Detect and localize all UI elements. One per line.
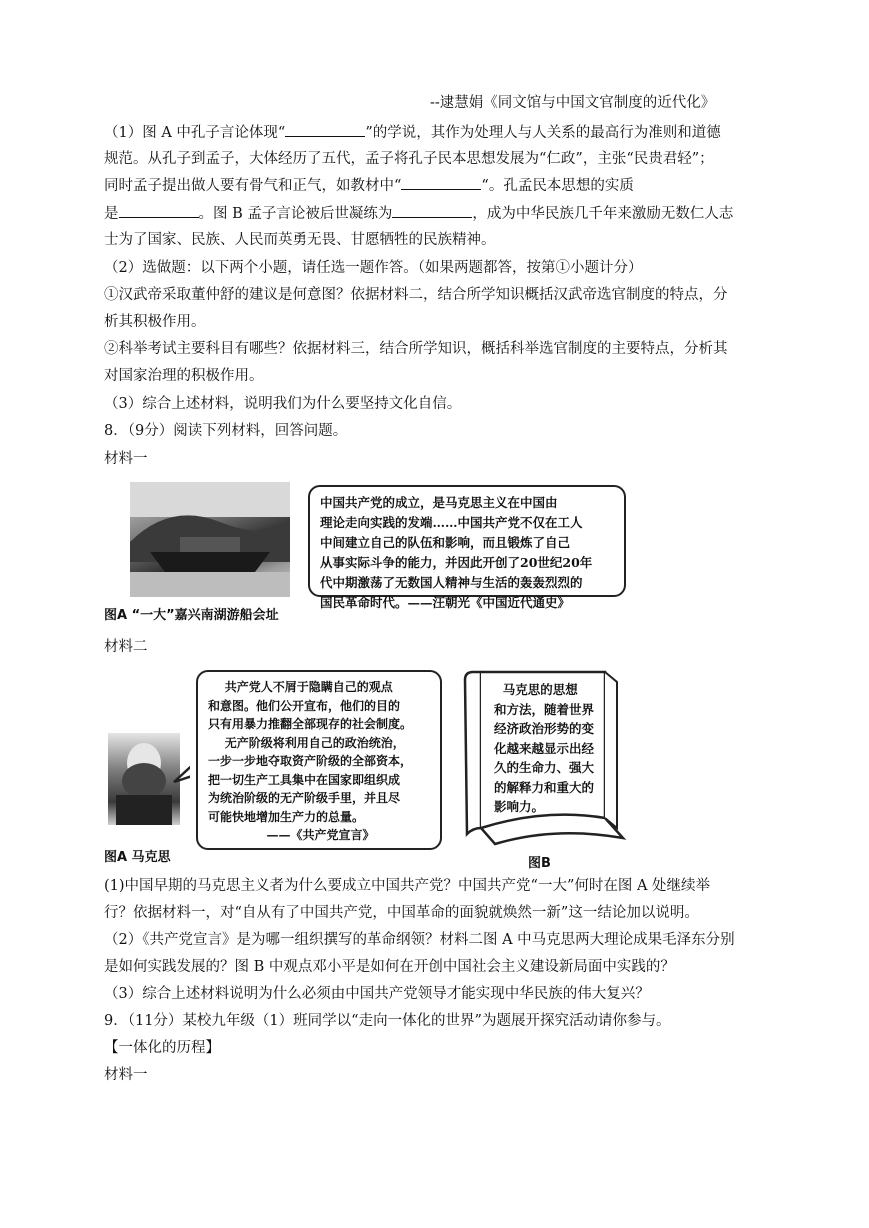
answer-blank[interactable] <box>285 122 365 137</box>
text-segment: （1）图 A 中孔子言论体现“ <box>104 125 286 141</box>
quote-line: 中间建立自己的队伍和影响，而且锻炼了自己 <box>320 535 571 550</box>
quote-line: 中国共产党的成立，是马克思主义在中国由 <box>320 495 558 510</box>
book-text <box>494 680 616 817</box>
nanhu-boat-photo <box>130 482 290 597</box>
bubble-line: 一步一步地夺取资产阶级的全部资本， <box>208 754 413 768</box>
book-line: 影响力。 <box>494 799 545 814</box>
book-line: 和方法，随着世界 <box>494 701 595 717</box>
q8-material1-label: 材料一 <box>104 451 148 467</box>
quote-line: 从事实际斗争的能力，并因此开创了20世纪20年 <box>320 555 593 570</box>
quote-line: 国民革命时代。——汪朝光《中国近代通史》 <box>320 595 571 610</box>
communist-manifesto-bubble <box>196 670 442 850</box>
bubble-line: 为统治阶级的无产阶级手里，并且尽 <box>208 791 401 805</box>
bubble-line: 可能快地增加生产力的总量。 <box>208 809 365 824</box>
q7-part1-line4 <box>104 203 733 224</box>
bubble-line: 把一切生产工具集中在国家即组织成 <box>208 772 401 787</box>
book-line: 马克思的思想 <box>494 682 578 697</box>
quote-line: 理论走向实践的发端……中国共产党不仅在工人 <box>320 515 583 530</box>
book-line: 久的生命力、强大 <box>494 760 595 775</box>
book-caption: 图B <box>528 856 551 871</box>
bubble-line: 共产党人不屑于隐瞒自己的观点 <box>208 680 393 694</box>
q7-part2-option2-cont: 对国家治理的积极作用。 <box>104 368 264 384</box>
text-segment: ”的学说，其作为处理人与人关系的最高行为准则和道德 <box>365 125 721 141</box>
source-citation: --逮慧娟《同文馆与中国文官制度的近代化》 <box>430 95 716 111</box>
q8-part3: （3）综合上述材料说明为什么必须由中国共产党领导才能实现中华民族的伟大复兴？ <box>104 986 650 1002</box>
q7-part2-option1: ①汉武帝采取董仲舒的建议是何意图？依据材料二，结合所学知识概括汉武帝选官制度的特点，分 <box>104 287 728 303</box>
answer-blank[interactable] <box>401 175 481 190</box>
answer-blank[interactable] <box>392 203 472 218</box>
q7-part1-line1 <box>104 122 721 143</box>
text-segment: 是 <box>104 206 119 222</box>
q7-part1-line5: 士为了国家、民族、人民而英勇无畏、甘愿牺牲的民族精神。 <box>104 232 496 248</box>
text-segment: 同时孟子提出做人要有骨气和正气，如教材中“ <box>104 178 402 194</box>
bubble-line: ——《共产党宣言》 <box>208 828 375 842</box>
q9-section-title: 【一体化的历程】 <box>104 1040 220 1056</box>
q9-heading: 9．（11分）某校九年级（1）班同学以“走向一体化的世界”为题展开探究活动请你参与。 <box>104 1013 671 1029</box>
quote-line: 代中期激荡了无数国人精神与生活的轰轰烈烈的 <box>320 575 583 590</box>
speech-bubble-tail <box>170 670 190 800</box>
book-line: 的解释力和重大的 <box>494 779 595 795</box>
q7-part1-line2: 规范。从孔子到孟子，大体经历了五代，孟子将孔子民本思想发展为“仁政”，主张“民贵君轻”； <box>104 151 714 167</box>
book-line: 经济政治形势的变 <box>494 721 595 736</box>
q8-part1-line1: (1)中国早期的马克思主义者为什么要成立中国共产党？中国共产党“一大”何时在图 A 处继续举 <box>104 878 711 894</box>
bubble-line: 无产阶级将利用自己的政治统治， <box>208 735 405 750</box>
book-line: 化越来越显示出经 <box>494 740 595 756</box>
material1-quote-box <box>308 485 626 610</box>
q7-part1-line3 <box>104 175 634 196</box>
bubble-line: 只有用暴力推翻全部现存的社会制度。 <box>208 717 413 731</box>
marx-caption: 图A 马克思 <box>104 850 171 865</box>
bubble-line: 和意图。他们公开宣布，他们的目的 <box>208 698 401 713</box>
answer-blank[interactable] <box>119 203 199 218</box>
q8-part2-line2: 是如何实践发展的？图 B 中观点邓小平是如何在开创中国社会主义建设新局面中实践的？ <box>104 959 675 975</box>
q7-part2-option2: ②科举考试主要科目有哪些？依据材料三，结合所学知识，概括科举选官制度的主要特点，分析其 <box>104 341 728 357</box>
q9-material1-label: 材料一 <box>104 1067 148 1083</box>
q8-part2-line1: （2）《共产党宣言》是为哪一组织撰写的革命纲领？材料二图 A 中马克思两大理论成果毛泽东分别 <box>104 932 735 948</box>
q8-material2-label: 材料二 <box>104 639 148 655</box>
q8-heading: 8．（9分）阅读下列材料，回答问题。 <box>104 423 348 439</box>
q8-part1-line2: 行？依据材料一，对“自从有了中国共产党，中国革命的面貌就焕然一新”这一结论加以说明。 <box>104 905 699 921</box>
q7-part2-option1-cont: 析其积极作用。 <box>104 314 206 330</box>
text-segment: “。孔孟民本思想的实质 <box>481 178 634 194</box>
q7-part2-intro: （2）选做题：以下两个小题，请任选一题作答。（如果两题都答，按第①小题计分） <box>104 260 643 276</box>
material1-figure-caption: 图A “一大”嘉兴南湖游船会址 <box>104 608 279 623</box>
q7-part3: （3）综合上述材料，说明我们为什么要坚持文化自信。 <box>104 396 462 412</box>
text-segment: 。图 B 孟子言论被后世凝练为 <box>198 206 393 222</box>
text-segment: ，成为中华民族几千年来激励无数仁人志 <box>472 206 734 222</box>
